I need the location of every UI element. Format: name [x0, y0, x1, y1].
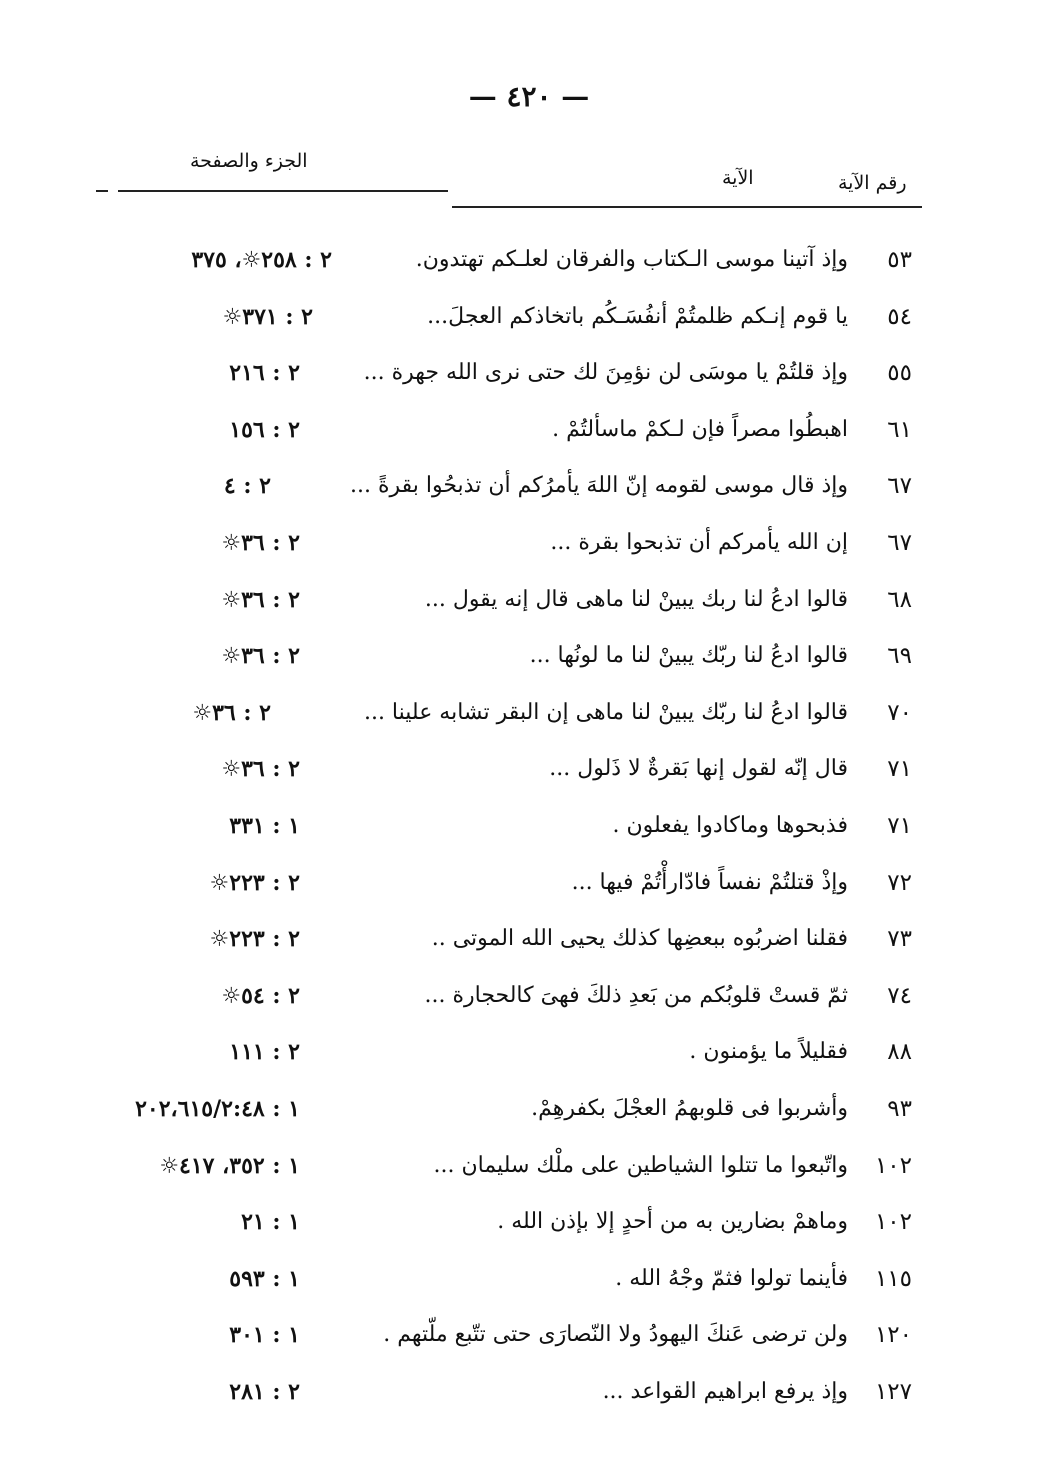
verse-text: قالوا ادعُ لنا ربّك يبينْ لنا ما لونُها ...: [529, 643, 848, 669]
part-page-reference: ١ : ٢٠٢،٦١٥/٢:٤٨: [135, 1096, 300, 1122]
verse-text: قال إنّه لقول إنها بَقرةٌ لا ذَلول ...: [549, 756, 848, 782]
table-row: [0, 1138, 1058, 1194]
part-page-reference: ٢ : ٣٦☼: [221, 643, 300, 670]
verse-number: ٧١: [887, 813, 912, 839]
table-row: [0, 1024, 1058, 1080]
verse-text: وماهمْ بضارين به من أحدٍ إلا بإذن الله .: [497, 1209, 848, 1235]
verse-text: واتّبعوا ما تتلوا الشياطين على ملْك سليمان ...: [433, 1152, 848, 1178]
part-page-reference: ٢ : ٢٢٣☼: [209, 869, 300, 896]
table-row: [0, 515, 1058, 571]
verse-number: ٧٢: [887, 869, 912, 896]
verse-number: ١٠٢: [874, 1209, 912, 1236]
table-row: [0, 345, 1058, 401]
table-row: [0, 968, 1058, 1024]
verse-number: ٧٠: [887, 699, 912, 726]
verse-text: وأشربوا فى قلوبهمُ العجْلَ بكفرهِمْ.: [531, 1096, 848, 1121]
page-number: — ٤٢٠ —: [468, 80, 590, 113]
part-page-reference: ٢ : ٢٨١: [229, 1379, 300, 1405]
table-row: [0, 855, 1058, 911]
verse-text: إن الله يأمركم أن تذبحوا بقرة ...: [550, 530, 848, 555]
part-page-reference: ٢ : ٢١٦: [229, 360, 300, 387]
part-page-reference: ١ : ٣٥٢، ٤١٧☼: [159, 1152, 300, 1179]
header-verse-number: رقم الآية: [838, 172, 907, 194]
verse-text: ثمّ قستْ قلوبُكم من بَعدِ ذلكَ فهىَ كالحجارة ...: [424, 982, 848, 1008]
part-page-reference: ١ : ٣٠١: [229, 1322, 300, 1349]
header-rule: [452, 206, 922, 208]
part-page-reference: ٢ : ٣٦☼: [192, 699, 271, 726]
table-row: [0, 458, 1058, 514]
verse-number: ٥٤: [887, 303, 912, 330]
table-row: [0, 741, 1058, 797]
verse-text: وإذ قال موسى لقومه إنّ اللهَ يأمرُكم أن تذبحُوا بقرةً ...: [349, 473, 848, 499]
part-page-reference: ٢ : ٢٥٨☼، ٣٧٥: [191, 247, 332, 273]
verse-number: ٦٨: [887, 586, 912, 613]
verse-text: فذبحوها وماكادوا يفعلون .: [612, 813, 848, 838]
table-row: [0, 1307, 1058, 1363]
table-row: [0, 1251, 1058, 1307]
part-page-reference: ٢ : ٤: [223, 473, 271, 500]
part-page-reference: ٢ : ٣٦☼: [221, 586, 300, 613]
verse-number: ١١٥: [874, 1265, 912, 1292]
table-row: [0, 232, 1058, 288]
verse-text: وإذ يرفع ابراهيم القواعد ...: [602, 1379, 848, 1404]
verse-number: ٧٣: [887, 926, 912, 953]
verse-number: ٦١: [887, 416, 912, 443]
verse-number: ٥٣: [887, 247, 912, 273]
table-row: [0, 911, 1058, 967]
part-page-reference: ١ : ٢١: [241, 1209, 300, 1236]
part-page-reference: ١ : ٥٩٣: [229, 1265, 300, 1292]
verse-text: قالوا ادعُ لنا ربّك يبينْ لنا ماهى إن البقر تشابه علينا ...: [363, 699, 848, 725]
verse-text: قالوا ادعُ لنا ربك يبينْ لنا ماهى قال إنه يقول ...: [424, 586, 848, 612]
table-row: [0, 628, 1058, 684]
verse-text: وإذْ قتلتُمْ نفساً فادّارأْتُمْ فيها ...: [571, 869, 848, 895]
table-row: [0, 1194, 1058, 1250]
part-page-reference: ٢ : ٥٤☼: [221, 982, 300, 1009]
table-row: [0, 1081, 1058, 1137]
verse-text: وإذ آتينا موسى الـكتاب والفرقان لعلـكم تهتدون.: [415, 247, 848, 272]
verse-number: ٧١: [887, 756, 912, 783]
verse-text: فقليلاً ما يؤمنون .: [689, 1039, 848, 1065]
part-page-reference: ٢ : ١٥٦: [229, 416, 300, 443]
part-page-reference: ٢ : ١١١: [229, 1039, 300, 1066]
header-verse: الآية: [722, 167, 754, 189]
part-page-reference: ٢ : ٣٦☼: [221, 530, 300, 556]
verse-text: اهبطُوا مصراً فإن لـكمْ ماسألتُمْ .: [552, 416, 848, 442]
header-rule-dash: [96, 190, 108, 192]
verse-number: ١٢٠: [874, 1322, 912, 1349]
table-row: [0, 1364, 1058, 1420]
verse-text: فقلنا اضربُوه ببعضِها كذلك يحيى الله الموتى ..: [431, 926, 848, 952]
verse-text: وإذ قلتُمْ يا موسَى لن نؤمِنَ لك حتى نرى الله جهرة ...: [363, 360, 848, 386]
verse-text: ولن ترضى عَنكَ اليهودُ ولا النّصارَى حتى تتّبع ملّتهم .: [383, 1322, 848, 1348]
verse-number: ١٠٢: [874, 1152, 912, 1179]
verse-number: ٨٨: [887, 1039, 912, 1066]
verse-number: ١٢٧: [874, 1379, 912, 1405]
table-row: [0, 402, 1058, 458]
table-row: [0, 685, 1058, 741]
table-row: [0, 798, 1058, 854]
part-page-reference: ١ : ٣٣١: [229, 813, 300, 839]
part-page-reference: ٢ : ٢٢٣☼: [209, 926, 300, 953]
header-rule-left: [118, 190, 448, 192]
verse-number: ٩٣: [887, 1096, 912, 1122]
verse-text: فأينما تولوا فثمّ وجْهُ الله .: [615, 1265, 848, 1291]
table-row: [0, 572, 1058, 628]
verse-number: ٥٥: [887, 360, 912, 387]
table-row: [0, 289, 1058, 345]
part-page-reference: ٢ : ٣٧١☼: [222, 303, 313, 330]
verse-number: ٦٧: [887, 530, 912, 556]
verse-number: ٦٧: [887, 473, 912, 500]
part-page-reference: ٢ : ٣٦☼: [221, 756, 300, 783]
verse-text: يا قوم إنـكم ظلمتُمْ أنفُسَـكُم باتخاذكم العجلَ...: [427, 303, 848, 329]
header-part-page: الجزء والصفحة: [190, 150, 308, 172]
verse-number: ٧٤: [887, 982, 912, 1009]
verse-number: ٦٩: [887, 643, 912, 670]
